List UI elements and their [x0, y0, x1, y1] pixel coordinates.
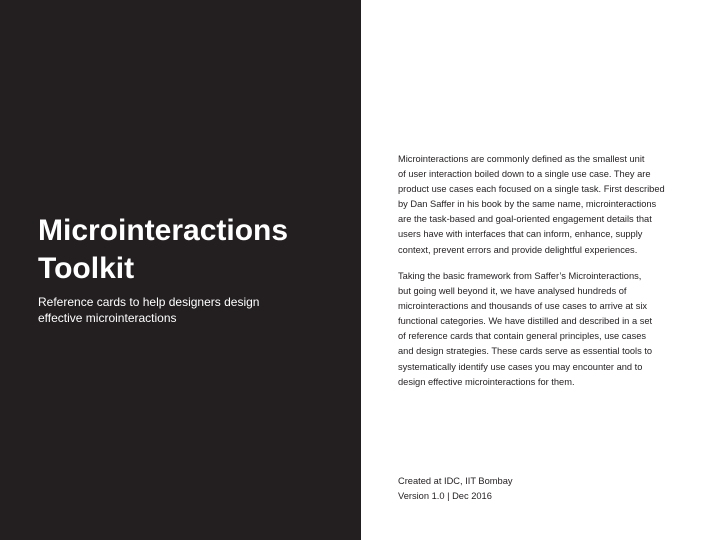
text-line: users have with interfaces that can inform, enhance, supply — [398, 229, 643, 240]
content-panel — [361, 0, 720, 540]
text-line: product use cases each focused on a single task. First described — [398, 184, 665, 195]
text-line: context, prevent errors and provide delightful experiences. — [398, 244, 638, 255]
text-line: but going well beyond it, we have analysed hundreds of — [398, 286, 627, 297]
text-line: of user interaction boiled down to a single use case. They are — [398, 169, 651, 180]
intro-paragraph-1 — [398, 152, 665, 258]
intro-paragraph-2 — [398, 269, 652, 390]
text-line: are the task-based and goal-oriented engagement details that — [398, 214, 652, 225]
subtitle-line: effective microinteractions — [38, 311, 177, 325]
text-line: systematically identify use cases you may encounter and to — [398, 361, 643, 372]
title-line: Toolkit — [38, 252, 135, 285]
created-at-text: Created at IDC, IIT Bombay — [398, 476, 513, 486]
text-line: microinteractions and thousands of use cases to arrive at six — [398, 301, 648, 312]
text-line: of reference cards that contain general principles, use cases — [398, 331, 647, 342]
subtitle-line: Reference cards to help designers design — [38, 295, 260, 309]
text-line: Taking the basic framework from Saffer’s Microinteractions, — [398, 271, 642, 281]
text-line: design effective microinteractions for them. — [398, 376, 575, 387]
title-line: Microinteractions — [38, 214, 289, 247]
text-line: Microinteractions are commonly defined as the smallest unit — [398, 154, 645, 164]
page-title — [38, 212, 338, 288]
text-line: by Dan Saffer in his book by the same name, microinteractions — [398, 199, 657, 210]
text-line: and design strategies. These cards serve as essential tools to — [398, 346, 653, 357]
page-subtitle — [38, 294, 298, 326]
version-text: Version 1.0 | Dec 2016 — [398, 491, 492, 502]
text-line: functional categories. We have distilled and described in a set — [398, 316, 653, 327]
credits — [398, 474, 513, 504]
